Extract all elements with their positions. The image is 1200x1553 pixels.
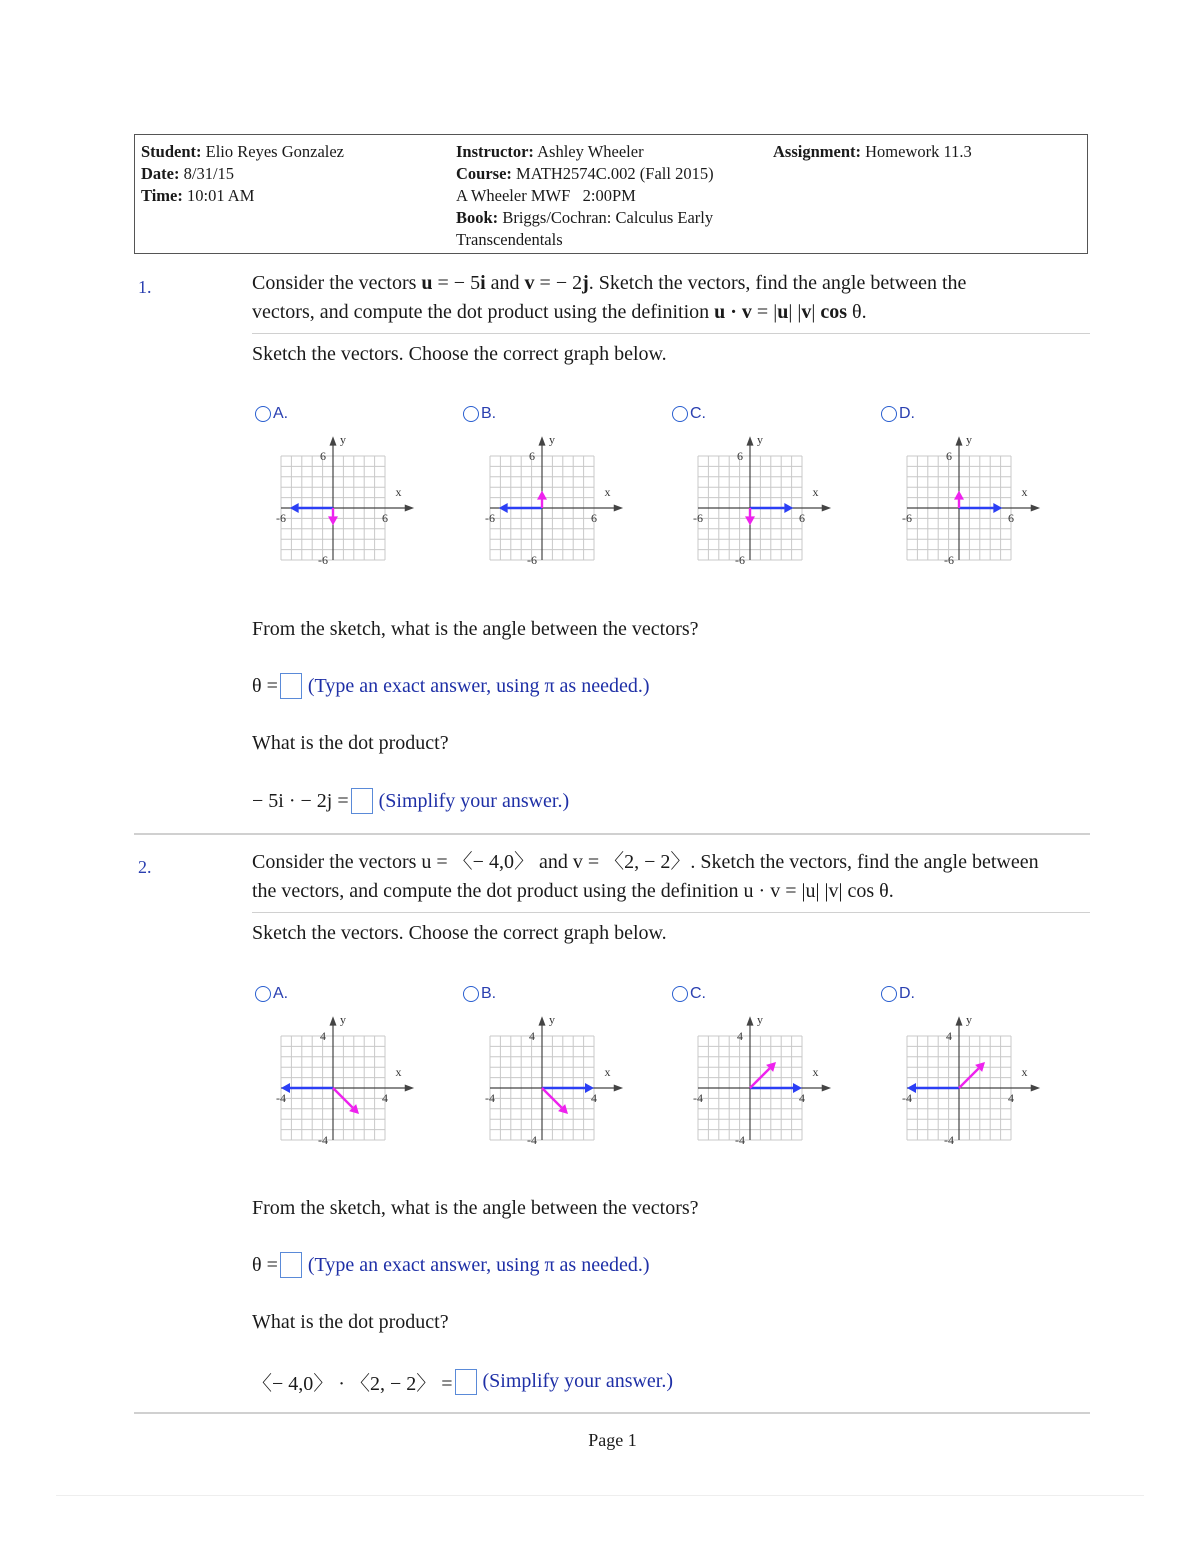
question-1-text: Consider the vectors u = − 5i and v = − 2j. Sketch the vectors, find the angle between the vectors, and compute the dot product using the definition u · v = |u| |v| cos θ. [252, 272, 967, 323]
student-column [141, 141, 344, 207]
time-value: 10:01 AM [186, 186, 255, 205]
question-2-number: 2. [138, 857, 152, 877]
date-value: 8/31/15 [183, 164, 235, 183]
x-axis-label: x [604, 485, 611, 499]
q1-choice-a[interactable]: A. [255, 405, 288, 423]
assignment-value: Homework 11.3 [865, 142, 972, 161]
y-axis-label: y [757, 1012, 763, 1027]
radio-button[interactable] [255, 986, 271, 1002]
tick-label: 6 [591, 511, 597, 525]
y-axis-label: y [549, 432, 555, 447]
tick-label: -4 [485, 1091, 495, 1105]
page-edge [56, 1495, 1144, 1496]
x-axis-arrow [1031, 1085, 1040, 1092]
q1-graph-c[interactable] [687, 430, 837, 575]
radio-button[interactable] [255, 406, 271, 422]
y-axis-label: y [340, 432, 346, 447]
q2-choice-a[interactable]: A. [255, 985, 288, 1003]
tick-label: 4 [1008, 1091, 1014, 1105]
q2d-svg [896, 1010, 1046, 1150]
q2-choice-c[interactable]: C. [672, 985, 706, 1003]
tick-label: -6 [902, 511, 912, 525]
vector-v [750, 1068, 770, 1088]
tick-label: 6 [737, 449, 743, 463]
question-2-angle-prompt: From the sketch, what is the angle between the vectors? [252, 1197, 699, 1219]
y-axis-arrow [747, 436, 754, 445]
tick-label: 4 [946, 1029, 952, 1043]
question-1-dot-prompt: What is the dot product? [252, 732, 449, 754]
course-label: Course: [456, 164, 512, 183]
tick-label: 6 [382, 511, 388, 525]
course-column [456, 141, 714, 251]
dot-hint: (Simplify your answer.) [378, 789, 570, 812]
question-2-text [252, 848, 1092, 906]
tick-label: -6 [693, 511, 703, 525]
radio-button[interactable] [881, 406, 897, 422]
x-axis-label: x [395, 1065, 402, 1079]
question-divider [134, 833, 1090, 835]
q2-graph-d[interactable] [896, 1010, 1046, 1155]
y-axis-label: y [757, 432, 763, 447]
instructor-label: Instructor: [456, 142, 534, 161]
question-2-line-2: the vectors, and compute the dot product using the definition u · v = |u| |v| cos θ. [252, 880, 894, 902]
q1a-svg [270, 430, 420, 570]
y-axis-label: y [966, 1012, 972, 1027]
header-info-box [134, 134, 1088, 254]
x-axis-label: x [812, 1065, 819, 1079]
theta-label: θ = [252, 1253, 278, 1276]
divider [252, 912, 1090, 913]
tick-label: -6 [527, 553, 537, 567]
assignment-column [773, 141, 972, 163]
tick-label: 6 [1008, 511, 1014, 525]
y-axis-label: y [340, 1012, 346, 1027]
theta-label: θ = [252, 674, 278, 697]
q1-graph-a[interactable] [270, 430, 420, 575]
q1b-svg [479, 430, 629, 570]
tick-label: 6 [529, 449, 535, 463]
book-value-cont: Transcendentals [456, 230, 563, 249]
theta-hint: (Type an exact answer, using π as needed.) [307, 674, 650, 697]
x-axis-label: x [812, 485, 819, 499]
tick-label: 4 [382, 1091, 388, 1105]
vector-v [959, 1068, 979, 1088]
tick-label: -4 [693, 1091, 703, 1105]
theta-answer-input[interactable] [280, 673, 302, 699]
question-2-dot-prompt: What is the dot product? [252, 1311, 449, 1333]
q1-graph-b[interactable] [479, 430, 629, 575]
x-axis-label: x [1021, 1065, 1028, 1079]
q1-theta-row [252, 673, 650, 699]
q2c-svg [687, 1010, 837, 1150]
q2-graph-a[interactable] [270, 1010, 420, 1155]
course-value: MATH2574C.002 (Fall 2015) [516, 164, 714, 183]
theta-answer-input[interactable] [280, 1252, 302, 1278]
q2b-svg [479, 1010, 629, 1150]
tick-label: -6 [318, 553, 328, 567]
theta-hint: (Type an exact answer, using π as needed.) [307, 1253, 650, 1276]
q1-choice-d[interactable]: D. [881, 405, 915, 423]
y-axis-arrow [747, 1016, 754, 1025]
x-axis-arrow [614, 1085, 623, 1092]
question-1-angle-prompt: From the sketch, what is the angle between the vectors? [252, 618, 699, 640]
dot-answer-input[interactable] [351, 788, 373, 814]
q2-graph-b[interactable] [479, 1010, 629, 1155]
q2-choice-d[interactable]: D. [881, 985, 915, 1003]
x-axis-arrow [405, 505, 414, 512]
x-axis-label: x [1021, 485, 1028, 499]
vector-v-head [328, 516, 338, 525]
divider [252, 333, 1090, 334]
footer-divider [134, 1412, 1090, 1414]
radio-button[interactable] [672, 406, 688, 422]
tick-label: -6 [485, 511, 495, 525]
y-axis-arrow [330, 436, 337, 445]
y-axis-arrow [539, 436, 546, 445]
student-label: Student: [141, 142, 202, 161]
vector-v-head [745, 516, 755, 525]
vector-v [542, 1088, 562, 1108]
tick-label: 6 [946, 449, 952, 463]
q1-choice-c[interactable]: C. [672, 405, 706, 423]
x-axis-arrow [822, 505, 831, 512]
tick-label: -6 [944, 553, 954, 567]
tick-label: 4 [320, 1029, 326, 1043]
tick-label: 4 [737, 1029, 743, 1043]
question-1-number: 1. [138, 277, 152, 297]
q2-theta-row [252, 1252, 650, 1278]
book-label: Book: [456, 208, 499, 227]
x-axis-arrow [405, 1085, 414, 1092]
tick-label: 4 [799, 1091, 805, 1105]
y-axis-arrow [539, 1016, 546, 1025]
y-axis-label: y [966, 432, 972, 447]
tick-label: -4 [902, 1091, 912, 1105]
book-value: Briggs/Cochran: Calculus Early [502, 208, 714, 227]
tick-label: 4 [591, 1091, 597, 1105]
question-1-sketch-prompt: Sketch the vectors. Choose the correct graph below. [252, 343, 667, 365]
q1-graph-d[interactable] [896, 430, 1046, 575]
q2-graph-c[interactable] [687, 1010, 837, 1155]
x-axis-arrow [614, 505, 623, 512]
dot-expression: − 5i · − 2j = [252, 789, 349, 812]
page-number: Page 1 [588, 1430, 637, 1450]
assignment-label: Assignment: [773, 142, 862, 161]
y-axis-arrow [956, 1016, 963, 1025]
y-axis-arrow [330, 1016, 337, 1025]
x-axis-label: x [604, 1065, 611, 1079]
q1-dot-row [252, 788, 569, 814]
tick-label: -6 [276, 511, 286, 525]
instructor-name: Ashley Wheeler [537, 142, 644, 161]
q1-choice-b[interactable]: B. [463, 405, 496, 423]
time-label: Time: [141, 186, 183, 205]
q2-dot-row [252, 1367, 673, 1396]
y-axis-label: y [549, 1012, 555, 1027]
tick-label: 6 [799, 511, 805, 525]
tick-label: -6 [735, 553, 745, 567]
q2-choice-b[interactable]: B. [463, 985, 496, 1003]
radio-button[interactable] [463, 406, 479, 422]
dot-expression: 〈− 4,0〉 · 〈2, − 2〉 = [252, 1373, 453, 1395]
tick-label: -4 [527, 1133, 537, 1147]
tick-label: 6 [320, 449, 326, 463]
question-2-line-1: Consider the vectors u = 〈− 4,0〉 and v = 〈2, − 2〉. Sketch the vectors, find the angle between [252, 851, 1039, 873]
q1d-svg [896, 430, 1046, 570]
tick-label: 4 [529, 1029, 535, 1043]
dot-answer-input[interactable] [455, 1369, 477, 1395]
q1c-svg [687, 430, 837, 570]
y-axis-arrow [956, 436, 963, 445]
x-axis-arrow [822, 1085, 831, 1092]
student-name: Elio Reyes Gonzalez [205, 142, 345, 161]
dot-hint: (Simplify your answer.) [482, 1370, 674, 1392]
x-axis-arrow [1031, 505, 1040, 512]
vector-v-head [954, 491, 964, 500]
radio-button[interactable] [463, 986, 479, 1002]
tick-label: -4 [735, 1133, 745, 1147]
radio-button[interactable] [672, 986, 688, 1002]
tick-label: -4 [944, 1133, 954, 1147]
x-axis-label: x [395, 485, 402, 499]
question-2-sketch-prompt: Sketch the vectors. Choose the correct graph below. [252, 922, 667, 944]
date-label: Date: [141, 164, 180, 183]
tick-label: -4 [276, 1091, 286, 1105]
tick-label: -4 [318, 1133, 328, 1147]
vector-v [333, 1088, 353, 1108]
radio-button[interactable] [881, 986, 897, 1002]
q2a-svg [270, 1010, 420, 1150]
section-value: A Wheeler MWF 2:00PM [456, 186, 636, 205]
vector-v-head [537, 491, 547, 500]
